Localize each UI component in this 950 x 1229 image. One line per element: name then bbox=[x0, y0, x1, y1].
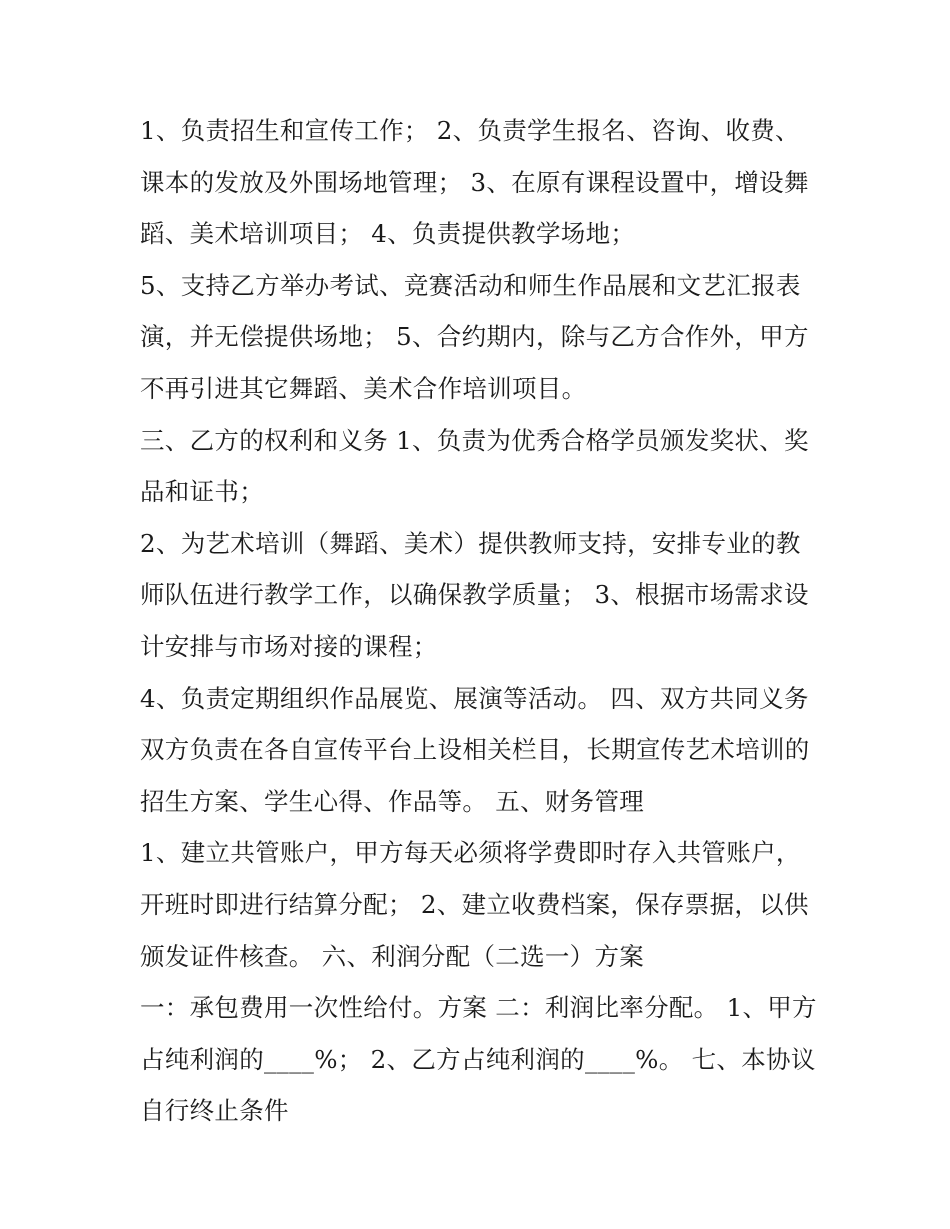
text-line: 不再引进其它舞蹈、美术合作培训项目。 bbox=[140, 373, 587, 403]
text-line: 师队伍进行教学工作，以确保教学质量； 3、根据市场需求设 bbox=[140, 580, 809, 610]
text-line: 双方负责在各自宣传平台上设相关栏目，长期宣传艺术培训的 bbox=[140, 735, 810, 765]
text-line: 课本的发放及外围场地管理； 3、在原有课程设置中，增设舞 bbox=[140, 167, 809, 197]
text-line: 自行终止条件 bbox=[140, 1096, 289, 1126]
text-line: 计安排与市场对接的课程； bbox=[140, 631, 438, 661]
text-line: 5、支持乙方举办考试、竞赛活动和师生作品展和文艺汇报表 bbox=[140, 270, 801, 300]
text-line: 品和证书； bbox=[140, 477, 264, 507]
text-line: 1、负责招生和宣传工作； 2、负责学生报名、咨询、收费、 bbox=[140, 116, 800, 145]
text-line: 蹈、美术培训项目； 4、负责提供教学场地； bbox=[140, 219, 636, 249]
document-body bbox=[140, 105, 830, 1137]
text-line: 演，并无偿提供场地； 5、合约期内，除与乙方合作外，甲方 bbox=[140, 322, 809, 352]
text-line: 颁发证件核查。 六、利润分配（二选一）方案 bbox=[140, 941, 645, 971]
text-line: 4、负责定期组织作品展览、展演等活动。 四、双方共同义务 bbox=[140, 683, 809, 713]
text-line: 招生方案、学生心得、作品等。 五、财务管理 bbox=[140, 786, 645, 816]
text-line: 1、建立共管账户，甲方每天必须将学费即时存入共管账户， bbox=[140, 838, 801, 868]
text-line: 占纯利润的____%； 2、乙方占纯利润的____%。 七、本协议 bbox=[140, 1044, 816, 1074]
text-line: 三、乙方的权利和义务 1、负责为优秀合格学员颁发奖状、奖 bbox=[140, 425, 809, 455]
text-line: 2、为艺术培训（舞蹈、美术）提供教师支持，安排专业的教 bbox=[140, 528, 801, 558]
text-line: 开班时即进行结算分配； 2、建立收费档案，保存票据，以供 bbox=[140, 889, 809, 919]
text-line: 一：承包费用一次性给付。方案 二：利润比率分配。 1、甲方 bbox=[140, 993, 817, 1023]
